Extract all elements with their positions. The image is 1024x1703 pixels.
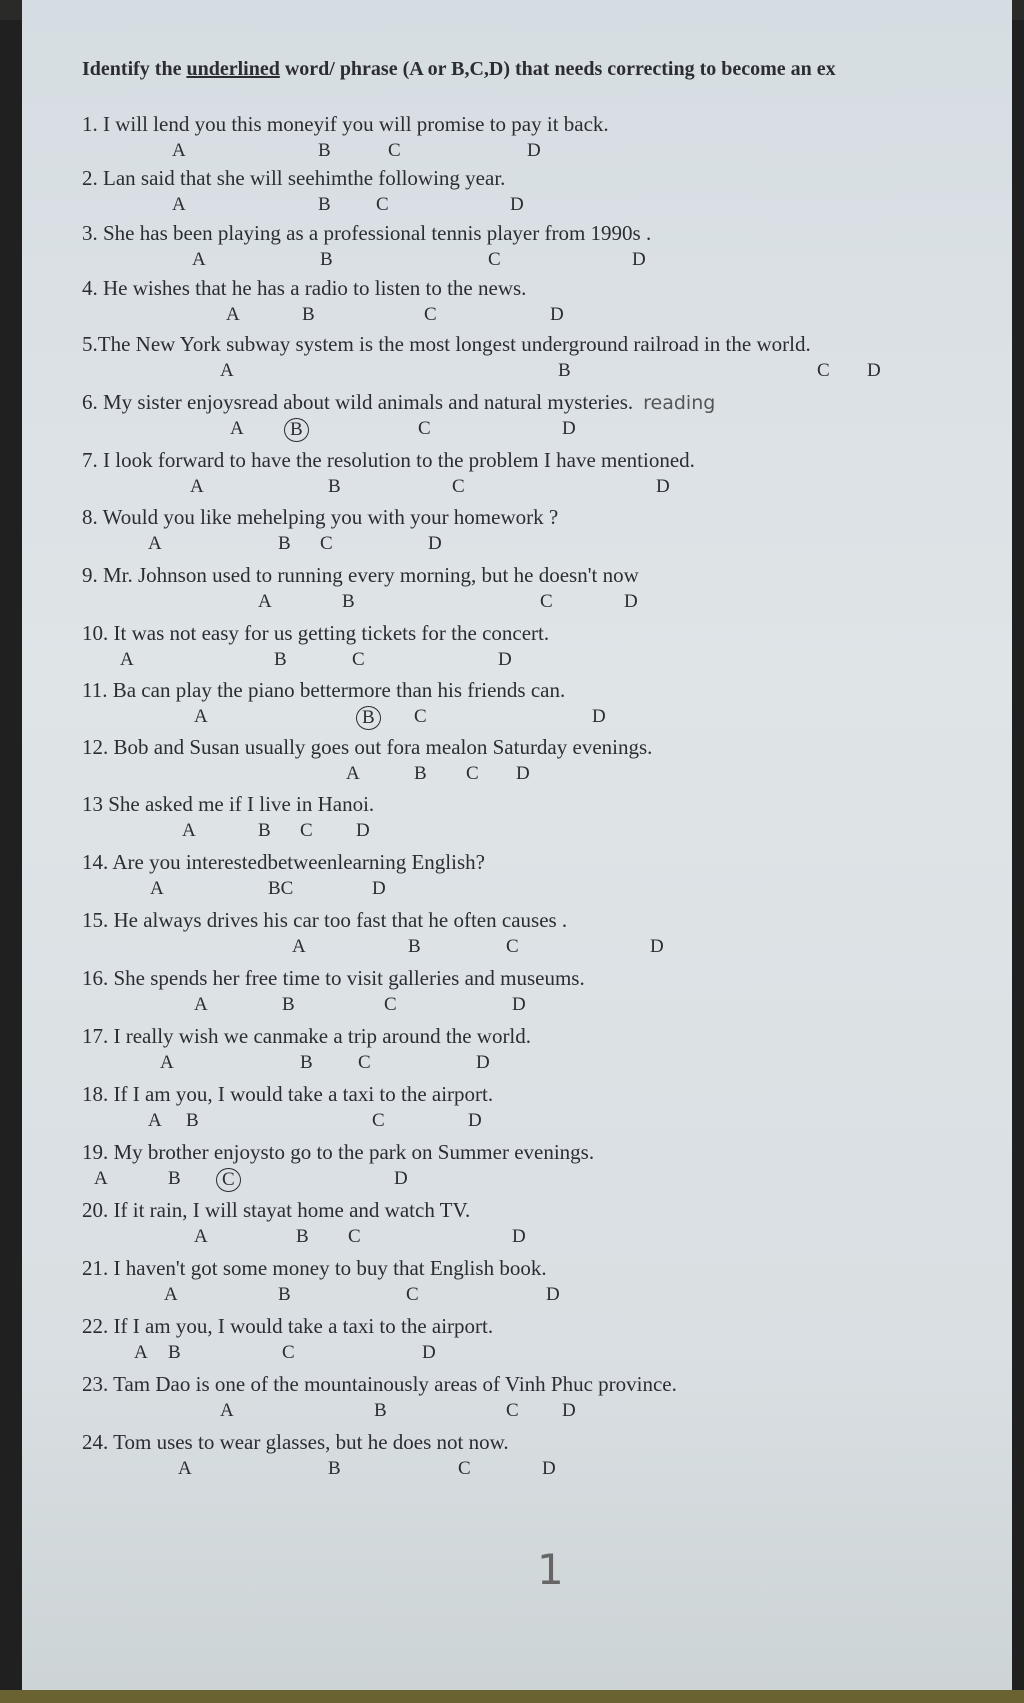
instruction-lead: Identify the	[82, 58, 187, 80]
option-letter-b: B	[328, 476, 341, 497]
question-21-option-letters	[22, 1284, 1012, 1308]
option-letter-b: B	[168, 1342, 181, 1363]
option-letter-d: D	[512, 1226, 526, 1247]
question-12-text	[82, 735, 652, 760]
option-letter-c: C	[817, 360, 830, 381]
option-letter-a: A	[120, 649, 134, 670]
option-letter-d: D	[516, 763, 530, 784]
option-letter-c: C	[506, 1400, 519, 1421]
option-letter-d: D	[550, 304, 564, 325]
option-letter-d: D	[867, 360, 881, 381]
question-sentence: 6. My sister enjoysread about wild animals and natural mysteries.	[82, 390, 634, 414]
option-letter-a: A	[226, 304, 240, 325]
option-letter-a: A	[190, 476, 204, 497]
option-letter-d: D	[468, 1110, 482, 1131]
question-12-option-letters	[22, 763, 1012, 787]
question-sentence: 15. He always drives his car too fast that he often causes .	[82, 908, 568, 932]
question-19-option-letters	[22, 1168, 1012, 1192]
option-letter-d: D	[372, 878, 386, 899]
question-2-text	[82, 166, 505, 191]
option-letter-b: B	[318, 194, 331, 215]
question-8-text	[82, 505, 558, 530]
question-3-text	[82, 221, 651, 246]
option-letter-a: A	[150, 878, 164, 899]
option-letter-d: D	[592, 706, 606, 727]
question-11-text	[82, 678, 565, 703]
option-letter-a: A	[194, 994, 208, 1015]
question-9-text	[82, 563, 639, 588]
question-5-option-letters	[22, 360, 1012, 384]
question-5-text	[82, 332, 811, 357]
question-6-option-letters	[22, 418, 1012, 442]
option-letter-c: C	[372, 1110, 385, 1131]
question-15-option-letters	[22, 936, 1012, 960]
question-16-option-letters	[22, 994, 1012, 1018]
option-letter-a: A	[94, 1168, 108, 1189]
option-letter-a: A	[346, 763, 360, 784]
question-4-option-letters	[22, 304, 1012, 328]
option-letter-c: C	[488, 249, 501, 270]
option-letter-d: D	[650, 936, 664, 957]
question-14-text	[82, 850, 485, 875]
option-letter-c: C	[466, 763, 479, 784]
option-letter-b: B	[342, 591, 355, 612]
option-letter-d: D	[542, 1458, 556, 1479]
question-sentence: 1. I will lend you this moneyif you will promise to pay it back.	[82, 112, 609, 136]
question-7-option-letters	[22, 476, 1012, 500]
question-10-option-letters	[22, 649, 1012, 673]
option-letter-a: A	[258, 591, 272, 612]
question-16-text	[82, 966, 585, 991]
option-letter-a: A	[194, 1226, 208, 1247]
option-letter-c: C	[216, 1168, 241, 1192]
option-letter-b: B	[328, 1458, 341, 1479]
question-22-text	[82, 1314, 493, 1339]
option-letter-b: B	[558, 360, 571, 381]
option-letter-a: A	[230, 418, 244, 439]
question-sentence: 17. I really wish we canmake a trip around the world.	[82, 1024, 532, 1048]
option-letter-b: B	[168, 1168, 181, 1189]
question-22-option-letters	[22, 1342, 1012, 1366]
question-6-text	[82, 390, 715, 415]
question-sentence: 7. I look forward to have the resolution to the problem I have mentioned.	[82, 448, 695, 472]
question-18-option-letters	[22, 1110, 1012, 1134]
option-letter-a: A	[148, 1110, 162, 1131]
option-letter-a: A	[134, 1342, 148, 1363]
question-sentence: 4. He wishes that he has a radio to listen to the news.	[82, 276, 527, 300]
option-letter-d: D	[422, 1342, 436, 1363]
instruction-rest: word/ phrase (A or B,C,D) that needs correcting to become an ex	[279, 58, 836, 80]
option-letter-c: C	[506, 936, 519, 957]
option-letter-c: C	[376, 194, 389, 215]
option-letter-a: A	[192, 249, 206, 270]
option-letter-a: A	[172, 140, 186, 161]
question-7-text	[82, 448, 695, 473]
option-letter-b: B	[274, 649, 287, 670]
question-sentence: 23. Tam Dao is one of the mountainously areas of Vinh Phuc province.	[82, 1372, 677, 1396]
question-15-text	[82, 908, 567, 933]
option-letter-c: C	[300, 820, 313, 841]
option-letter-d: D	[394, 1168, 408, 1189]
question-14-option-letters	[22, 878, 1012, 902]
question-23-option-letters	[22, 1400, 1012, 1424]
page-number: 1	[537, 1545, 564, 1594]
option-letter-c: C	[282, 1342, 295, 1363]
option-letter-b: B	[320, 249, 333, 270]
question-sentence: 16. She spends her free time to visit galleries and museums.	[82, 966, 585, 990]
question-sentence: 14. Are you interestedbetweenlearning English?	[82, 850, 485, 874]
option-letter-b: B	[278, 533, 291, 554]
option-letter-b: B	[300, 1052, 313, 1073]
question-9-option-letters	[22, 591, 1012, 615]
option-letter-a: A	[164, 1284, 178, 1305]
option-letter-d: D	[498, 649, 512, 670]
option-letter-c: C	[384, 994, 397, 1015]
question-sentence: 13 She asked me if I live in Hanoi.	[82, 792, 375, 816]
question-sentence: 11. Ba can play the piano bettermore than his friends can.	[82, 678, 566, 702]
option-letter-a: A	[148, 533, 162, 554]
option-letter-d: D	[428, 533, 442, 554]
option-letter-bc: BC	[268, 878, 294, 899]
option-letter-d: D	[624, 591, 638, 612]
option-letter-c: C	[388, 140, 401, 161]
question-10-text	[82, 621, 549, 646]
option-letter-d: D	[656, 476, 670, 497]
question-13-option-letters	[22, 820, 1012, 844]
question-sentence: 19. My brother enjoysto go to the park on Summer evenings.	[82, 1140, 595, 1164]
option-letter-b: B	[296, 1226, 309, 1247]
option-letter-d: D	[512, 994, 526, 1015]
option-letter-b: B	[302, 304, 315, 325]
question-20-text	[82, 1198, 470, 1223]
option-letter-d: D	[562, 1400, 576, 1421]
handwritten-correction: reading	[643, 392, 716, 414]
option-letter-b: B	[374, 1400, 387, 1421]
option-letter-c: C	[452, 476, 465, 497]
option-letter-b: B	[278, 1284, 291, 1305]
worksheet-paper	[22, 0, 1012, 1690]
option-letter-a: A	[220, 360, 234, 381]
option-letter-d: D	[546, 1284, 560, 1305]
option-letter-c: C	[358, 1052, 371, 1073]
question-4-text	[82, 276, 526, 301]
question-sentence: 3. She has been playing as a professional tennis player from 1990s .	[82, 221, 652, 245]
question-sentence: 9. Mr. Johnson used to running every morning, but he doesn't now	[82, 563, 639, 587]
option-letter-c: C	[352, 649, 365, 670]
question-sentence: 2. Lan said that she will seehimthe following year.	[82, 166, 506, 190]
option-letter-b: B	[258, 820, 271, 841]
question-2-option-letters	[22, 194, 1012, 218]
option-letter-b: B	[282, 994, 295, 1015]
question-17-option-letters	[22, 1052, 1012, 1076]
option-letter-b: B	[408, 936, 421, 957]
question-sentence: 12. Bob and Susan usually goes out fora mealon Saturday evenings.	[82, 735, 653, 759]
option-letter-b: B	[284, 418, 309, 442]
option-letter-c: C	[414, 706, 427, 727]
option-letter-c: C	[348, 1226, 361, 1247]
question-18-text	[82, 1082, 493, 1107]
option-letter-d: D	[632, 249, 646, 270]
question-13-text	[82, 792, 374, 817]
option-letter-a: A	[182, 820, 196, 841]
option-letter-a: A	[292, 936, 306, 957]
option-letter-c: C	[406, 1284, 419, 1305]
option-letter-b: B	[414, 763, 427, 784]
option-letter-d: D	[527, 140, 541, 161]
option-letter-a: A	[172, 194, 186, 215]
option-letter-d: D	[476, 1052, 490, 1073]
question-1-text	[82, 112, 609, 137]
question-3-option-letters	[22, 249, 1012, 273]
instruction-underlined: underlined	[186, 58, 280, 80]
question-17-text	[82, 1024, 531, 1049]
option-letter-a: A	[160, 1052, 174, 1073]
question-sentence: 10. It was not easy for us getting tickets for the concert.	[82, 621, 550, 645]
question-1-option-letters	[22, 140, 1012, 164]
option-letter-d: D	[510, 194, 524, 215]
option-letter-b: B	[356, 706, 381, 730]
question-sentence: 8. Would you like mehelping you with your homework ?	[82, 505, 559, 529]
option-letter-b: B	[186, 1110, 199, 1131]
question-sentence: 20. If it rain, I will stayat home and watch TV.	[82, 1198, 471, 1222]
question-24-text	[82, 1430, 509, 1455]
option-letter-c: C	[320, 533, 333, 554]
option-letter-c: C	[458, 1458, 471, 1479]
option-letter-a: A	[178, 1458, 192, 1479]
question-11-option-letters	[22, 706, 1012, 730]
question-sentence: 18. If I am you, I would take a taxi to the airport.	[82, 1082, 494, 1106]
question-sentence: 21. I haven't got some money to buy that English book.	[82, 1256, 547, 1280]
question-sentence: 5.The New York subway system is the most longest underground railroad in the world.	[82, 332, 811, 356]
question-8-option-letters	[22, 533, 1012, 557]
instruction-heading	[82, 58, 836, 81]
question-24-option-letters	[22, 1458, 1012, 1482]
option-letter-c: C	[418, 418, 431, 439]
option-letter-a: A	[194, 706, 208, 727]
option-letter-d: D	[356, 820, 370, 841]
option-letter-a: A	[220, 1400, 234, 1421]
photo-background-bottom	[0, 1690, 1024, 1703]
question-23-text	[82, 1372, 677, 1397]
option-letter-c: C	[540, 591, 553, 612]
option-letter-b: B	[318, 140, 331, 161]
question-sentence: 22. If I am you, I would take a taxi to the airport.	[82, 1314, 494, 1338]
question-20-option-letters	[22, 1226, 1012, 1250]
question-19-text	[82, 1140, 594, 1165]
question-21-text	[82, 1256, 547, 1281]
question-sentence: 24. Tom uses to wear glasses, but he does not now.	[82, 1430, 509, 1454]
option-letter-d: D	[562, 418, 576, 439]
option-letter-c: C	[424, 304, 437, 325]
